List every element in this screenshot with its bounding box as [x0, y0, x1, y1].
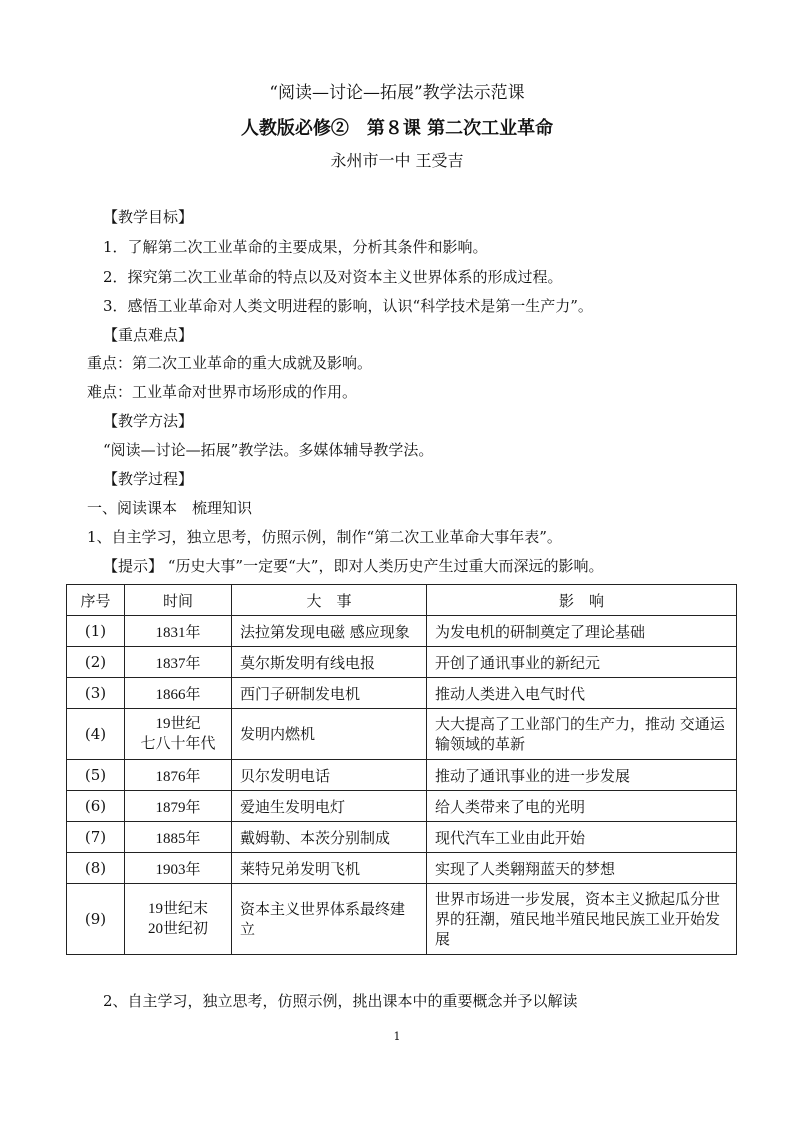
key-point: 重点：第二次工业革命的重大成就及影响。 [87, 354, 373, 372]
header-event: 大 事 [232, 585, 427, 616]
table-row [67, 709, 737, 760]
doc-subtitle: 人教版必修② 第８课 第二次工业革命 [240, 118, 554, 139]
header-index: 序号 [67, 585, 125, 616]
table-row [67, 791, 737, 822]
row-time: 19世纪末 20世纪初 [125, 884, 232, 955]
row-time: 19世纪 七八十年代 [125, 709, 232, 760]
method-text: “阅读—讨论—拓展”教学法。多媒体辅导教学法。 [103, 441, 434, 459]
table-row [67, 853, 737, 884]
row-impact: 现代汽车工业由此开始 [427, 822, 737, 853]
table-header-row [67, 585, 737, 616]
row-index: (2) [67, 647, 125, 678]
row-event: 资本主义世界体系最终建立 [232, 884, 427, 955]
doc-title: “阅读—讨论—拓展”教学法示范课 [269, 83, 525, 103]
events-table [66, 584, 737, 955]
row-impact: 推动了通讯事业的进一步发展 [427, 760, 737, 791]
row-impact: 大大提高了工业部门的生产力，推动 交通运输领域的革新 [427, 709, 737, 760]
row-index: (9) [67, 884, 125, 955]
row-event-text: 法拉第发现电磁 感应现象 [240, 623, 410, 641]
row-index: (4) [67, 709, 125, 760]
goals-heading: 【教学目标】 [103, 208, 194, 226]
process-heading: 【教学过程】 [103, 470, 194, 488]
row-time: 1879年 [125, 791, 232, 822]
table-row [67, 678, 737, 709]
page-number: 1 [393, 1030, 401, 1043]
header-impact: 影 响 [427, 585, 737, 616]
header-time: 时间 [125, 585, 232, 616]
table-row [67, 616, 737, 647]
row-impact: 实现了人类翱翔蓝天的梦想 [427, 853, 737, 884]
table-row [67, 760, 737, 791]
row-time: 1876年 [125, 760, 232, 791]
goal-2: 2．探究第二次工业革命的特点以及对资本主义世界体系的形成过程。 [103, 268, 563, 286]
row-index: (3) [67, 678, 125, 709]
row-impact: 世界市场进一步发展，资本主义掀起瓜分世界的狂潮，殖民地半殖民地民族工业开始发展 [427, 884, 737, 955]
goal-3: 3．感悟工业革命对人类文明进程的影响，认识“科学技术是第一生产力”。 [103, 297, 593, 315]
row-time: 1903年 [125, 853, 232, 884]
row-index: (8) [67, 853, 125, 884]
row-event: 发明内燃机 [232, 709, 427, 760]
row-time: 1885年 [125, 822, 232, 853]
row-index: (6) [67, 791, 125, 822]
task-2: 2、自主学习，独立思考，仿照示例，挑出课本中的重要概念并予以解读 [103, 992, 578, 1010]
row-event: 爱迪生发明电灯 [232, 791, 427, 822]
row-event: 莫尔斯发明有线电报 [232, 647, 427, 678]
method-heading: 【教学方法】 [103, 412, 194, 430]
row-impact: 开创了通讯事业的新纪元 [427, 647, 737, 678]
task-1: 1、自主学习，独立思考，仿照示例，制作“第二次工业革命大事年表”。 [87, 528, 562, 546]
section-1-heading: 一、阅读课本 梳理知识 [87, 499, 253, 517]
table-row [67, 647, 737, 678]
row-event: 贝尔发明电话 [232, 760, 427, 791]
row-time: 1837年 [125, 647, 232, 678]
row-time: 1831年 [125, 616, 232, 647]
row-event [232, 616, 427, 647]
row-index: (7) [67, 822, 125, 853]
row-index: (1) [67, 616, 125, 647]
row-event: 莱特兄弟发明飞机 [232, 853, 427, 884]
row-event: 西门子研制发电机 [232, 678, 427, 709]
row-time: 1866年 [125, 678, 232, 709]
table-row [67, 822, 737, 853]
row-event: 戴姆勒、本茨分别制成 [232, 822, 427, 853]
doc-author: 永州市一中 王受吉 [330, 151, 464, 170]
row-impact: 给人类带来了电的光明 [427, 791, 737, 822]
table-row [67, 884, 737, 955]
row-index: (5) [67, 760, 125, 791]
hint-text: 【提示】 “历史大事”一定要“大”，即对人类历史产生过重大而深远的影响。 [103, 557, 604, 575]
difficult-point: 难点：工业革命对世界市场形成的作用。 [87, 383, 358, 401]
row-impact: 为发电机的研制奠定了理论基础 [427, 616, 737, 647]
row-impact: 推动人类进入电气时代 [427, 678, 737, 709]
goal-1: 1．了解第二次工业革命的主要成果，分析其条件和影响。 [103, 238, 488, 256]
key-heading: 【重点难点】 [103, 326, 194, 344]
